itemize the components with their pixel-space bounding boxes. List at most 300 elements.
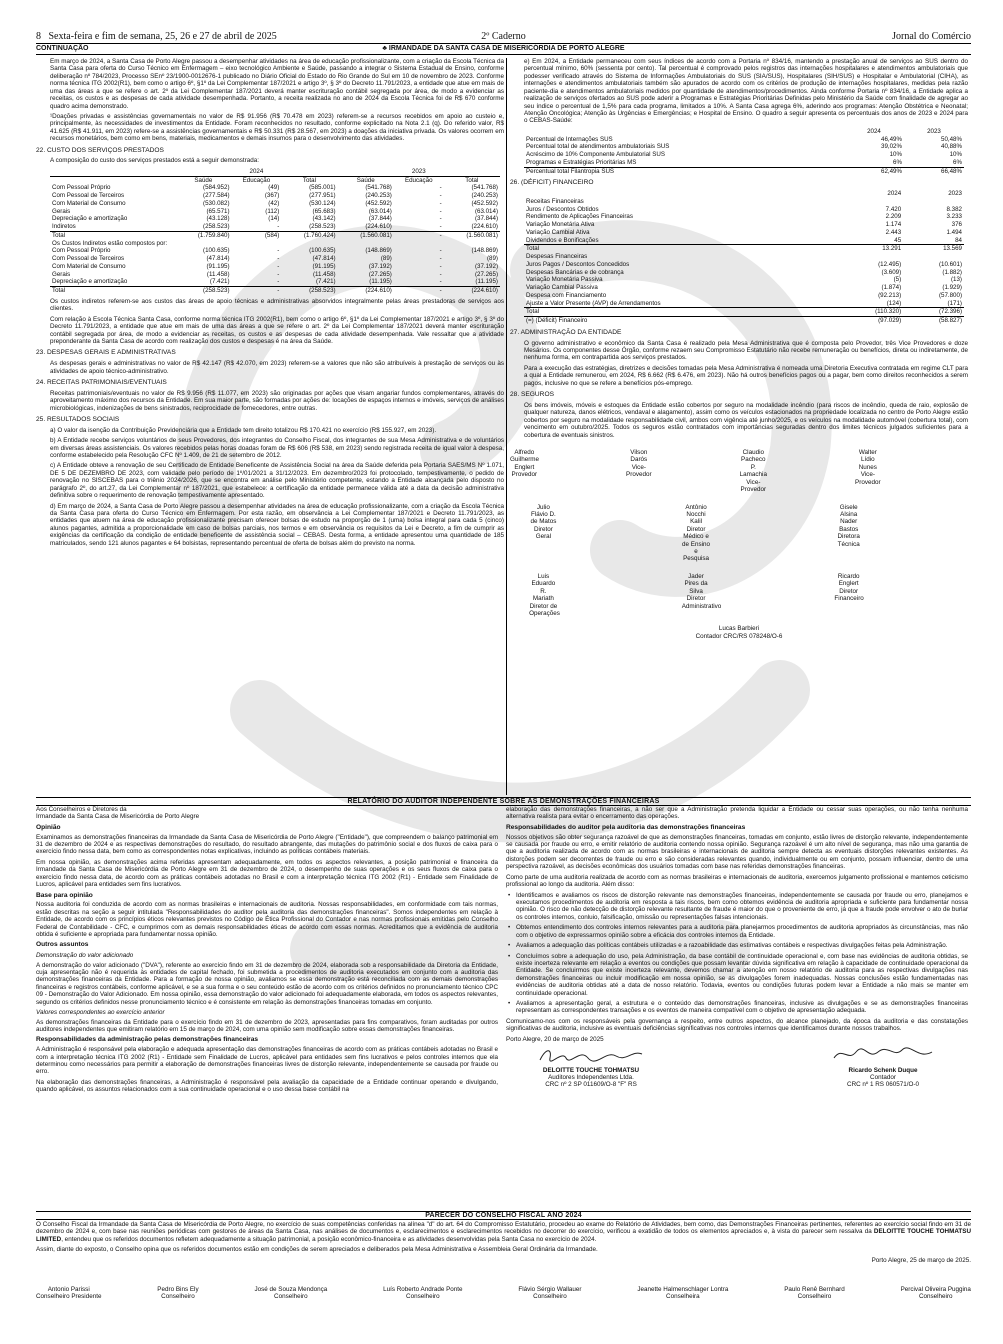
table-row (524, 245, 964, 253)
continuation-label: CONTINUAÇÃO (36, 45, 89, 53)
financial-table (524, 190, 964, 325)
row-label: Total (524, 245, 836, 253)
row-label: Variação Monetária Passiva (526, 276, 603, 284)
note-23-heading: 23. DESPESAS GERAIS E ADMINISTRATIVAS (36, 349, 176, 357)
row-value: 62,49% (844, 167, 904, 175)
row-value: (530.124) (309, 199, 336, 207)
row-value: (72.396) (903, 308, 964, 316)
sus-year-2023: 2023 (927, 127, 941, 135)
page-number-date: 8 Sexta-feira e fim de semana, 25, 26 e 27 de abril de 2025 (36, 31, 277, 43)
row-value: (7.421) (209, 278, 230, 286)
row-value: (100.635) (203, 247, 230, 255)
row-label: Juros Pagos / Descontos Concedidos (526, 260, 630, 268)
fiscal-council-opinion (36, 1221, 971, 1267)
row-label: Os Custos Indiretos estão compostos por: (52, 239, 168, 247)
signer-role: Diretor Administrativo (681, 595, 722, 610)
signature-accountant (510, 625, 968, 640)
intro-paragraph: Em março de 2024, a Santa Casa de Porto Alegre passou a desempenhar atividades na área de educação profissionalizante, com a criação da Escola Técnica da Santa Casa para oferta do Curso Técnico em Enfermagem – eixo tecnológico Ambiente e Saúde, passando a integrar o Sistema Estadual de Ensino, conforme deliberação nº 784/2023, Processo SEnº 23/1900-0012676-1 publicado no Diário Oficial do Estado do Rio Grande do Sul em 10 de novembro de 2023. Conforme norma técnica ITG 2002(R1), bem como o artigo 6º, §1º da Lei Complementar 187/2021 e artigo 3º, § 3º do Decreto 11.791/2023, a entidade que atue em mais de uma das áreas a que se refere o art. 2º da Lei Complementar 187/2021 deverá manter escrituração contábil segregada por área, de modo a evidenciar as receitas, os custos e as despesas de cada atividade desempenhada. Portanto, a receita realizada no ano de 2024 da Escola Técnica foi de R$ 670 conforme quadro acima demonstrado. (50, 58, 504, 110)
row-label: Com Pessoal Próprio (52, 184, 111, 192)
deloitte-signature-graphic (536, 1046, 646, 1064)
table-row (50, 231, 500, 239)
row-label: Variação Cambial Ativa (526, 228, 590, 236)
row-value: (584.952) (203, 184, 230, 192)
row-label: Percentual total de atendimentos ambulatoriais SUS (526, 143, 670, 151)
list-item: • Obtemos entendimento dos controles internos relevantes para a auditoria para planejarmos procedimentos de auditoria apropriados às circunstâncias, mas não com o objetivo de expressarmos opinião sobre a eficácia dos controles internos da Entidade. (506, 924, 968, 939)
row-value: (1.560.081) (444, 231, 500, 239)
signer-role: Conselheiro (533, 1293, 567, 1301)
note-25-a: a) O valor da isenção da Contribuição Previdenciária que a Entidade tem direito totalizou R$ 170.421 no exercício (R$ 155.927, em 2023). (50, 426, 437, 434)
row-value: 7.420 (885, 205, 902, 213)
row-value: 6% (953, 158, 962, 166)
row-value: - (277, 223, 280, 231)
row-value: (43.128) (206, 215, 230, 223)
signer-name: Paulo Renê Bernhard (784, 1286, 845, 1293)
signature-block (383, 1286, 462, 1301)
auditor-left-column (36, 806, 498, 1209)
table-row (524, 237, 964, 245)
row-value: (7.421) (315, 278, 336, 286)
table-row (524, 317, 964, 325)
signature-block (834, 573, 949, 618)
signer-name: Alfredo Guilherme Englert (510, 448, 540, 471)
signature-block (901, 1286, 971, 1301)
table-row (524, 198, 964, 206)
row-value: 10% (889, 151, 902, 159)
row-value: (100.635) (309, 247, 336, 255)
basis-paragraph: Nossa auditoria foi conduzida de acordo com as normas brasileiras e internacionais de auditoria. Nossas responsabilidades, em conformidade com tais normas, estão descritas na seção a seguir intitulada "Responsabilidades do auditor pela auditoria das demonstrações financeiras". Somos independentes em relação à Entidade, de acordo com os princípios éticos relevantes previstos no Código de Ética Profissional do Contador e nas normas profissionais emitidas pelo Conselho Federal de Contabilidade - CFC, e cumprimos com as demais responsabilidades éticas de acordo com essas normas. Acreditamos que a evidência de auditoria obtida é suficiente e apropriada para fundamentar nossa opinião. (36, 901, 498, 939)
row-value: (224.610) (471, 223, 498, 231)
signer-name: Pedro Bins Ely (157, 1286, 199, 1293)
costs-year-2024: 2024 (175, 168, 337, 176)
signature-block (784, 1286, 845, 1301)
partner-crc: CRC nº 1 RS 060571/O-0 (847, 1081, 919, 1089)
table-row (50, 278, 500, 286)
partner-signature-graphic (828, 1046, 938, 1064)
left-column (36, 58, 504, 795)
signer-name: Jeanette Halmenschlager Lontra (637, 1286, 729, 1293)
row-value: (37.844) (474, 215, 498, 223)
row-value: (13) (950, 276, 962, 284)
signer-name: Luis Eduardo R. Mariath (531, 572, 556, 603)
table-row (524, 143, 964, 151)
row-value: 1.494 (946, 228, 962, 236)
row-value: - (277, 278, 280, 286)
auditor-right-column (506, 806, 968, 1209)
signer-role: Vice-Provedor (855, 471, 881, 486)
signer-name: Gisele Alsina Nader Bastos (839, 503, 859, 533)
row-label: Variação Monetária Ativa (526, 221, 595, 229)
row-value: 40,88% (941, 143, 962, 151)
row-value: (258.523) (309, 223, 336, 231)
row-value: (58.827) (903, 317, 964, 325)
signer-role: Conselheiro (161, 1293, 195, 1301)
signature-block (510, 449, 625, 494)
section-name: 2º Caderno (481, 31, 526, 43)
table-row (50, 184, 500, 192)
row-value: (148.869) (471, 247, 498, 255)
row-value: (89) (380, 255, 392, 263)
signer-role: Conselheiro (797, 1293, 832, 1301)
row-value: (240.253) (365, 192, 392, 200)
signer-name: Antonio Parissi (47, 1286, 90, 1293)
row-value: (11.195) (475, 278, 498, 286)
opinion-paragraph-2: Em nossa opinião, as demonstrações acima referidas apresentam adequadamente, em todos os aspectos relevantes, a posição patrimonial e financeira da Irmandade da Santa Casa de Misericórdia de Porto Alegre em 31 de dezembro de 2024, o desempenho de suas operações e os seus fluxos de caixa para o exercício findo nessa data, de acordo com as práticas contábeis adotadas no Brasil e com a interpretação técnica ITG 2002 (R1) - Entidade sem Finalidade de Lucros, aplicável para entidades sem fins lucrativos. (36, 858, 498, 889)
auditor-bullets (506, 892, 968, 1015)
table-row (524, 206, 964, 214)
signer-role: Conselheiro Presidente (36, 1293, 102, 1301)
opinion-paragraph-1: Examinamos as demonstrações financeiras da Irmandade da Santa Casa de Misericórdia de Porto Alegre ("Entidade"), que compreendem o balanço patrimonial em 31 de dezembro de 2024 e as respectivas demonstrações do resultado, do resultado abrangente, das mutações do patrimônio social e dos fluxos de caixa para o exercício findo nessa data, bem como as correspondentes notas explicativas, incluindo as políticas contábeis materiais. (36, 833, 498, 856)
column-header: Educação (404, 176, 433, 184)
signature-block (529, 573, 644, 618)
table-row (524, 190, 964, 198)
auditor-signatures (506, 1046, 968, 1089)
signer-name: Vilson Darós (630, 448, 648, 464)
signatures-directors-2 (510, 573, 968, 618)
table-row (50, 192, 500, 200)
row-value: (11.458) (312, 270, 336, 278)
table-row (50, 208, 500, 216)
row-value: - (439, 207, 442, 215)
row-value: 10% (949, 151, 962, 159)
row-label: Percentual de Internações SUS (526, 135, 613, 143)
row-value: 13.569 (903, 245, 964, 253)
auditor-place-date: Porto Alegre, 20 de março de 2025 (506, 1035, 604, 1043)
signer-role: Diretor Médico e de Ensino e Pesquisa (682, 525, 711, 563)
management-resp-heading: Responsabilidades da administração pelas demonstrações financeiras (36, 1036, 259, 1044)
row-value: (1.882) (942, 268, 962, 276)
prior-year-heading: Valores correspondentes ao exercício anterior (36, 1009, 165, 1017)
row-value: (112) (265, 207, 280, 215)
signature-block (36, 1286, 101, 1301)
row-label: Total (50, 287, 175, 295)
row-value: (258.523) (203, 223, 230, 231)
table-row (50, 240, 500, 248)
note-22-text-a: Os custos indiretos referem-se aos custos das áreas de apoio técnicas e administrativas absorvidos integralmente pelas áreas prestadoras de serviços aos clientes. (50, 297, 504, 313)
row-value: (37.844) (368, 215, 392, 223)
signer-name: Antônio Nocchi Kalil (685, 503, 707, 526)
row-value: (37.192) (474, 262, 498, 270)
row-value: (89) (486, 255, 498, 263)
list-item: • Concluímos sobre a adequação do uso, pela Administração, da base contábil de continuidade operacional e, com base nas evidências de auditoria obtidas, se existe incerteza relevante em relação a eventos ou condições que possam levantar dúvida significativa em relação à capacidade de continuidade operacional da Entidade. Se concluirmos que existe incerteza relevante, devemos chamar a atenção em nosso relatório de auditoria para as respectivas divulgações nas demonstrações financeiras ou incluir modificação em nossa opinião, se as divulgações forem inadequadas. Nossas conclusões estão fundamentadas nas evidências de auditoria obtidas até a data de nosso relatório. Todavia, eventos ou condições futuras podem levar a Entidade a não mais se manter em continuidade operacional. (506, 953, 968, 998)
row-value: (27.265) (474, 270, 498, 278)
row-value: (1.760.424) (281, 231, 337, 239)
row-value: - (439, 255, 442, 263)
signer-role: Diretor Geral (533, 525, 553, 541)
opinion-heading: Opinião (36, 823, 61, 831)
column-header: Saúde (194, 176, 213, 184)
other-matters-heading: Outros assuntos (36, 941, 89, 949)
row-value: (10.601) (938, 260, 962, 268)
column-header: Total (465, 176, 479, 184)
row-value: 376 (951, 221, 962, 229)
row-value: (37.192) (368, 262, 392, 270)
signature-block (682, 504, 797, 563)
row-value: (27.265) (368, 270, 392, 278)
newspaper-name: Jornal do Comércio (892, 31, 971, 43)
row-value: (91.195) (206, 262, 230, 270)
signature-block (625, 449, 740, 494)
row-value: (14) (268, 215, 280, 223)
row-label: Juros / Descontos Obtidos (526, 205, 599, 213)
row-label: Com Pessoal de Terceiros (52, 192, 125, 200)
row-value: (1.560.081) (338, 231, 394, 239)
auditor-resp-1: Nossos objetivos são obter segurança razoável de que as demonstrações financeiras, tomadas em conjunto, estão livres de distorção relevante, independentemente se causada por fraude ou erro, e emitir relatório de auditoria contendo nossa opinião. Segurança razoável é um alto nível de segurança, mas não uma garantia de que a auditoria realizada de acordo com as normas brasileiras e internacionais de auditoria sempre detecta as eventuais distorções relevantes existentes. As distorções podem ser decorrentes de fraude ou erro e são consideradas relevantes quando, individualmente ou em conjunto, possam influenciar, dentro de uma perspectiva razoável, as decisões econômicas dos usuários tomadas com base nas referidas demonstrações financeiras. (506, 833, 968, 871)
signer-role: Diretor de Operações (529, 602, 560, 617)
dva-heading: Demonstração do valor adicionado (36, 952, 134, 960)
prior-year-paragraph: As demonstrações financeiras da Entidade para o exercício findo em 31 de dezembro de 2023, apresentadas para fins comparativos, foram auditadas por outros auditores independentes que emitiram relatório em 15 de março de 2024, com uma opinião sem modificação sobre essas demonstrações financeiras. (36, 1018, 498, 1033)
row-value: (124) (886, 299, 902, 307)
row-value: (541.768) (471, 184, 498, 192)
table-row (50, 287, 500, 295)
note-27-heading: 27. ADMINISTRAÇÃO DA ENTIDADE (510, 328, 622, 336)
list-item: • Avaliamos a adequação das políticas contábeis utilizadas e a razoabilidade das estimativas contábeis e respectivas divulgações feitas pela Administração. (506, 942, 968, 949)
row-label: Despesas Financeiras (526, 253, 588, 261)
row-value: (43.142) (312, 215, 336, 223)
row-label: Rendimento de Aplicações Financeiras (526, 213, 633, 221)
note-25-b: b) A Entidade recebe serviços voluntários de seus Provedores, dos integrantes do Conselho Fiscal, dos integrantes de sua Mesa Administrativa e de voluntários em diversas áreas assistenciais. Os valores recebidos pelas horas doadas foram de R$ 606 (R$ 538, em 2023) sendo registrada receita de igual valor à despesa, conforme estabelecido pela Resolução CFC Nº 1.409, de 21 de setembro de 2012. (50, 437, 504, 460)
signer-name: Flávio Sérgio Wallauer (518, 1286, 582, 1293)
row-value (903, 253, 964, 261)
fiscal-signatures (36, 1286, 971, 1301)
row-value: (65.571) (206, 207, 230, 215)
row-value: (91.195) (312, 262, 336, 270)
column-header: Saúde (356, 176, 375, 184)
partner-signature (828, 1046, 938, 1089)
signatures-directors (510, 504, 968, 563)
signature-block (529, 504, 644, 563)
row-value: 2023 (948, 190, 962, 198)
row-label (524, 190, 836, 198)
deloitte-signature (536, 1046, 646, 1089)
row-value: (277.951) (309, 192, 336, 200)
table-row (50, 200, 500, 208)
table-row (524, 253, 964, 261)
row-value: - (439, 184, 442, 192)
signer-role: Conselheiro (918, 1293, 953, 1301)
row-value: (452.592) (471, 199, 498, 207)
row-label: Receitas Financeiras (526, 197, 584, 205)
signer-role: Provedor (511, 471, 538, 479)
signer-role: Conselheira (666, 1293, 700, 1301)
row-label: Gerais (52, 207, 71, 215)
note-22-intro: A composição do custo dos serviços prestados está a seguir demonstrada: (50, 157, 259, 165)
row-value: (3.609) (881, 268, 902, 276)
table-row (50, 263, 500, 271)
row-value: (1.929) (942, 284, 962, 292)
row-value: (224.610) (365, 223, 392, 231)
row-value: (367) (264, 192, 280, 200)
row-value: - (439, 270, 442, 278)
row-value: 2.443 (885, 228, 902, 236)
signature-block (682, 573, 797, 618)
row-value: - (439, 278, 442, 286)
row-value: (585.001) (309, 184, 336, 192)
fiscal-paragraph-2: Assim, diante do exposto, o Conselho opina que os referidos documentos estão em condições de serem apreciados e deliberados pela Mesa Administrativa e Assembleia Geral Ordinária da Irmandade. (36, 1246, 598, 1254)
row-value: 2.209 (885, 213, 902, 221)
signature-block (254, 1286, 327, 1301)
signer-role: Conselheiro (274, 1293, 308, 1301)
row-label: Programas e Estratégias Prioritárias MS (526, 158, 637, 166)
row-value: 50,48% (941, 135, 962, 143)
signer-name: Walter Lídio Nunes (858, 448, 877, 471)
signer-name: Percival Oliveira Puggina (900, 1286, 971, 1293)
row-value: (49) (268, 184, 280, 192)
row-value: (63.014) (368, 207, 392, 215)
table-row (524, 308, 964, 316)
row-value: (11.195) (369, 278, 392, 286)
donations-note: ¹Doações privadas e assistências governamentais no valor de R$ 91.956 (R$ 70.478 em 2023) referem-se a recursos recebidos em apoio ao custeio e, principalmente, às necessidades de investimentos da Entidade. Foram reconhecidos no resultado, conforme explicitado na Nota 2.1 (q). Do referido valor, R$ 41.625 (R$ 41.911, em 2023) refere-se a assistências governamentais e R$ 50.331 (R$ 28.567, em 2023) a doações da iniciativa privada. Os valores ocorrem em recursos monetários, bem como em bens, materiais, medicamentos e demais insumos para o desenvolvimento das atividades. (50, 112, 504, 143)
table-row (524, 276, 964, 284)
table-row (524, 151, 964, 159)
signer-name: Jader Pires da Silva (684, 572, 708, 595)
auditor-addressee-1: Aos Conselheiros e Diretores da (36, 806, 127, 813)
row-value: - (277, 270, 280, 278)
row-value: (47.814) (206, 255, 230, 263)
row-label: Variação Cambial Passiva (526, 284, 598, 292)
row-value: 84 (955, 236, 962, 244)
costs-year-2023: 2023 (338, 168, 500, 176)
note-28-text: Os bens imóveis, móveis e estoques da Entidade estão cobertos por seguro na modalidade incêndio (para riscos de incêndio, queda de raio, explosão de qualquer natureza, danos elétricos, vendaval e alagamento), assim como os veículos estacionados na propriedade localizada no centro de Porto Alegre estão cobertos por seguro na modalidade responsabilidade civil, ambos com vigência até junho/2025, e os veículos na modalidade automóvel (cobertura total), com vencimento em outubro/2025. Todos os seguros estão contratados com importâncias seguradas dentro dos limites técnicos julgados suficientes para a cobertura de eventuais sinistros. (524, 401, 968, 439)
row-value: (258.523) (175, 287, 231, 295)
note-25-c: c) A Entidade obteve a renovação de seu Certificado de Entidade Beneficente de Assistência Social na área da Saúde deferida pela Portaria SAES/MS Nº 1.071, DE 5 DE DEZEMBRO DE 2023, com validade pelo período de 1º/01/2021 a 31/12/2023. Em dezembro/2023 foi protocolado, tempestivamente, o pedido de renovação no SISCEBAS para o triênio 2024/2026, que se encontra em análise pelo Ministério competente, estando a Entidade alcançada pelo disposto no parágrafo 2º, do art.27, da Lei Complementar nº 187/2021, que estabelece: a certificação da entidade permanece válida até a data da decisão administrativa definitiva sobre o requerimento de renovação tempestivamente apresentado. (50, 462, 504, 500)
row-value: (258.523) (281, 287, 337, 295)
table-row (50, 223, 500, 231)
row-value: (12.495) (878, 260, 902, 268)
list-item: • Identificamos e avaliamos os riscos de distorção relevante nas demonstrações financeiras, independentemente se causada por fraude ou erro, planejamos e executamos procedimentos de auditoria em resposta a tais riscos, bem como obtemos evidência de auditoria apropriada e suficiente para fundamentar nossa opinião. O risco de não detecção de distorção relevante resultante de fraude é maior do que o proveniente de erro, já que a fraude pode envolver o ato de burlar os controles internos, conluio, falsificação, omissão ou representações falsas intencionais. (506, 892, 968, 922)
row-value: (541.768) (365, 184, 392, 192)
note-23-text: As despesas gerais e administrativas no valor de R$ 42.147 (R$ 42.070, em 2023) referem-se a valores que não são atribuíveis à prestação de serviços ou às atividades de apoio técnico-administrativo. (50, 360, 504, 375)
firm-type: Auditores Independentes Ltda. (548, 1074, 634, 1081)
row-value: (5) (893, 276, 902, 284)
table-row (50, 247, 500, 255)
row-value: (65.683) (312, 207, 336, 215)
row-value: - (439, 215, 442, 223)
row-value (903, 198, 964, 206)
management-resp-1: A Administração é responsável pela elaboração e adequada apresentação das demonstrações financeiras de acordo com as práticas contábeis adotadas no Brasil e com a interpretação técnica ITG 2002 (R1) - Entidade sem Finalidade de Lucros, aplicável para entidades sem fins lucrativos e pelos controles internos que ela determinou como necessários para permitir a elaboração de demonstrações financeiras livres de distorção relevante, independentemente se causada por fraude ou erro. (36, 1046, 498, 1076)
row-value: (47.814) (312, 255, 336, 263)
auditor-resp-2: Como parte de uma auditoria realizada de acordo com as normas brasileiras e internacionais de auditoria, exercemos julgamento profissional e mantemos ceticismo profissional ao longo da auditoria. Além disso: (506, 873, 968, 889)
row-value: 66,48% (904, 167, 964, 175)
note-28-heading: 28. SEGUROS (510, 391, 554, 399)
note-24-heading: 24. RECEITAS PATRIMONIAIS/EVENTUAIS (36, 378, 167, 386)
fiscal-date: Porto Alegre, 25 de março de 2025. (871, 1256, 971, 1264)
signature-block (518, 1286, 581, 1301)
governance-paragraph: Comunicamo-nos com os responsáveis pela governança a respeito, entre outros aspectos, do alcance planejado, da época da auditoria e das constatações significativas de auditoria, inclusive as eventuais deficiências significativas nos controles internos que identificamos durante nossos trabalhos. (506, 1017, 968, 1033)
auditor-addressee-2: Irmandade da Santa Casa de Misericórdia de Porto Alegre (36, 813, 200, 821)
row-label: (=) (Déficit) Financeiro (524, 317, 836, 325)
row-value: 3.233 (946, 213, 962, 221)
signer-name: Luís Roberto Andrade Ponte (383, 1286, 463, 1293)
table-row (50, 255, 500, 263)
signer-role: Diretora Técnica (837, 533, 860, 548)
row-value: (240.253) (471, 192, 498, 200)
row-label: Despesa com Financiamento (526, 291, 607, 299)
row-value: (1.759.840) (175, 231, 231, 239)
note-25-d: d) Em março de 2024, a Santa Casa de Porto Alegre passou a desempenhar atividades na área de educação profissionalizante, com a criação da Escola Técnica da Santa Casa para oferta do Curso Técnico em Enfermagem. Por esta razão, em observância a Lei Complementar 187/2021 e Decreto 11.791/2023, as entidades que atuem na área de educação profissionalizante precisam oferecer bolsas de estudo na proporção de 1 (uma) bolsa integral para cada 5 (cinco) alunos pagantes, admitida a proporcionalidade em caso de bolsas parciais, nos termos e em observância os requisitos da Lei e Decreto, a fim de cumprir as exigências da certificação da condição de entidade beneficente de assistência social – CEBAS. Desta forma, a entidade apresentou uma quantidade de 185 matriculados, sendo 121 alunos pagantes e 64 bolsistas, representando percentual de oferta de bolsas além do previsto na norma. (50, 502, 504, 547)
signer-name: Julio Flávio D. de Matos (530, 503, 557, 526)
row-value: (148.869) (365, 247, 392, 255)
row-label: Com Material de Consumo (52, 199, 126, 207)
row-value: (277.584) (203, 192, 230, 200)
row-label: Despesas Bancárias e de cobrança (526, 268, 624, 276)
dva-paragraph: A demonstração do valor adicionado ("DVA"), referente ao exercício findo em 31 de dezembro de 2024, elaborada sob a responsabilidade da Diretoria da Entidade, cuja apresentação não é requerida às entidades de capital fechado, foi submetida a procedimentos de auditoria executados em conjunto com a auditoria das demonstrações financeiras da Entidade. Para a formação de nossa opinião, avaliamos se essa demonstração está reconciliada com as demais demonstrações financeiras e registros contábeis, conforme aplicável, e se a sua forma e o seu conteúdo estão de acordo com os critérios definidos no pronunciamento técnico CPC 09 - Demonstração do Valor Adicionado. Em nossa opinião, essa demonstração do valor adicionado foi adequadamente elaborada, em todos os aspectos relevantes, segundo os critérios definidos nesse pronunciamento técnico e é consistente em relação às demonstrações financeiras tomadas em conjunto. (36, 961, 498, 1006)
partner-name: Ricardo Schenk Duque (848, 1066, 918, 1074)
row-value: (92.213) (878, 291, 902, 299)
row-value: - (439, 247, 442, 255)
row-label: Gerais (52, 270, 71, 278)
row-value: 8.382 (946, 205, 962, 213)
note-27-text-b: Para a execução das estratégias, diretrizes e decisões tomadas pela Mesa Administrativa é nomeada uma Diretoria Executiva contratada em regime CLT para a qual a Entidade remunerou, em 2024, R$ 6.662 (R$ 6.476, em 2023). Não há outros benefícios pagos ou a pagar, bem como direitos reconhecidos a serem pagos, inclusive no que se refere a benefícios pós-emprego. (524, 364, 968, 387)
costs-table (50, 168, 500, 295)
row-value: 6% (893, 158, 902, 166)
institution-title: ♣ IRMANDADE DA SANTA CASA DE MISERICÓRDIA DE PORTO ALEGRE (382, 45, 625, 53)
note-22-heading: 22. CUSTO DOS SERVIÇOS PRESTADOS (36, 146, 164, 154)
signer-name: Claudio Pacheco P. Lamachia (739, 448, 767, 479)
row-value: - (277, 262, 280, 270)
auditor-resp-heading: Responsabilidades do auditor pela auditoria das demonstrações financeiras (506, 823, 746, 831)
accountant-role: Contador CRC/RS 078248/O-6 (695, 632, 783, 640)
note-22-text-b: Com relação à Escola Técnica Santa Casa, conforme norma técnica ITG 2002(R1), bem como o artigo 6º, §1º da Lei Complementar 187/2021 e artigo 3º, § 3º do Decreto 11.791/2023, a entidade que atue em mais de uma das áreas a que se refere o art. 2º da Lei Complementar 187/2021 deverá manter escrituração contábil segregada por área, de modo a evidenciar as receitas, os custos e as despesas de cada atividade desempenhada. Vale ressaltar que a atividade preponderante da Santa Casa de acordo com realização dos custos e despesas é na área da Saúde. (50, 315, 504, 345)
row-label: Depreciação e amortização (52, 278, 128, 286)
accountant-name: Lucas Barbieri (718, 625, 760, 633)
row-value: (11.458) (206, 270, 230, 278)
row-value: 2024 (887, 190, 902, 198)
row-value: (63.014) (474, 207, 498, 215)
row-label: Ajuste a Valor Presente (AVP) de Arrendamentos (526, 299, 661, 307)
table-row (524, 136, 964, 144)
row-value: 13.291 (836, 245, 904, 253)
signature-block (637, 1286, 728, 1301)
table-row (524, 261, 964, 269)
note-24-text: Receitas patrimoniais/eventuais no valor de R$ 9.956 (R$ 11.077, em 2023) são originadas por ações que visam angariar fundos complementares, através do aproveitamento máximo dos recursos da Entidade. Em sua maior parte, são formadas por ações de: locações de espaços internos e imóveis, serviços de análises microbiológicas, indenizações de bens sinistrados, reciprocidade de fornecedores, entre outras. (50, 389, 504, 412)
row-label: Depreciação e amortização (52, 215, 128, 223)
row-value: (452.592) (365, 199, 392, 207)
table-row (524, 167, 964, 175)
row-value: - (439, 199, 442, 207)
sus-table (524, 128, 964, 176)
row-value: - (277, 247, 280, 255)
signature-block (834, 504, 949, 563)
row-value: (530.082) (203, 199, 230, 207)
row-value: 39,02% (881, 143, 902, 151)
row-label: Com Pessoal Próprio (52, 247, 111, 255)
signature-block (157, 1286, 198, 1301)
row-value (836, 198, 904, 206)
signature-block (854, 449, 969, 494)
signatures-board (510, 449, 968, 494)
table-row (524, 300, 964, 308)
row-value: (42) (268, 199, 280, 207)
newspaper-header (36, 32, 971, 44)
row-value (836, 253, 904, 261)
table-row (50, 215, 500, 223)
row-value: (1.874) (881, 284, 902, 292)
table-row (524, 213, 964, 221)
right-column (510, 58, 968, 795)
column-header: Educação (242, 176, 271, 184)
signer-name: José de Souza Mendonça (254, 1286, 328, 1293)
management-resp-2: Na elaboração das demonstrações financeiras, a Administração é responsável pela avaliação da capacidade de a Entidade continuar operando e divulgando, quando aplicável, os assuntos relacionados com a sua continuidade operacional e o uso dessa base contábil na (36, 1078, 498, 1094)
row-value: - (394, 287, 444, 295)
row-label: Percentual total Filantropia SUS (524, 167, 844, 175)
doc-subheader (36, 45, 971, 55)
row-label: Total (524, 308, 836, 316)
table-row (524, 269, 964, 277)
list-item: • Avaliamos a apresentação geral, a estrutura e o conteúdo das demonstrações financeiras, inclusive as divulgações e se as demonstrações financeiras representam as correspondentes transações e os eventos de maneira compatível com o objetivo de apresentação adequada. (506, 1000, 968, 1015)
row-value: (97.029) (836, 317, 904, 325)
row-value: - (439, 262, 442, 270)
row-label: Total (50, 231, 175, 239)
